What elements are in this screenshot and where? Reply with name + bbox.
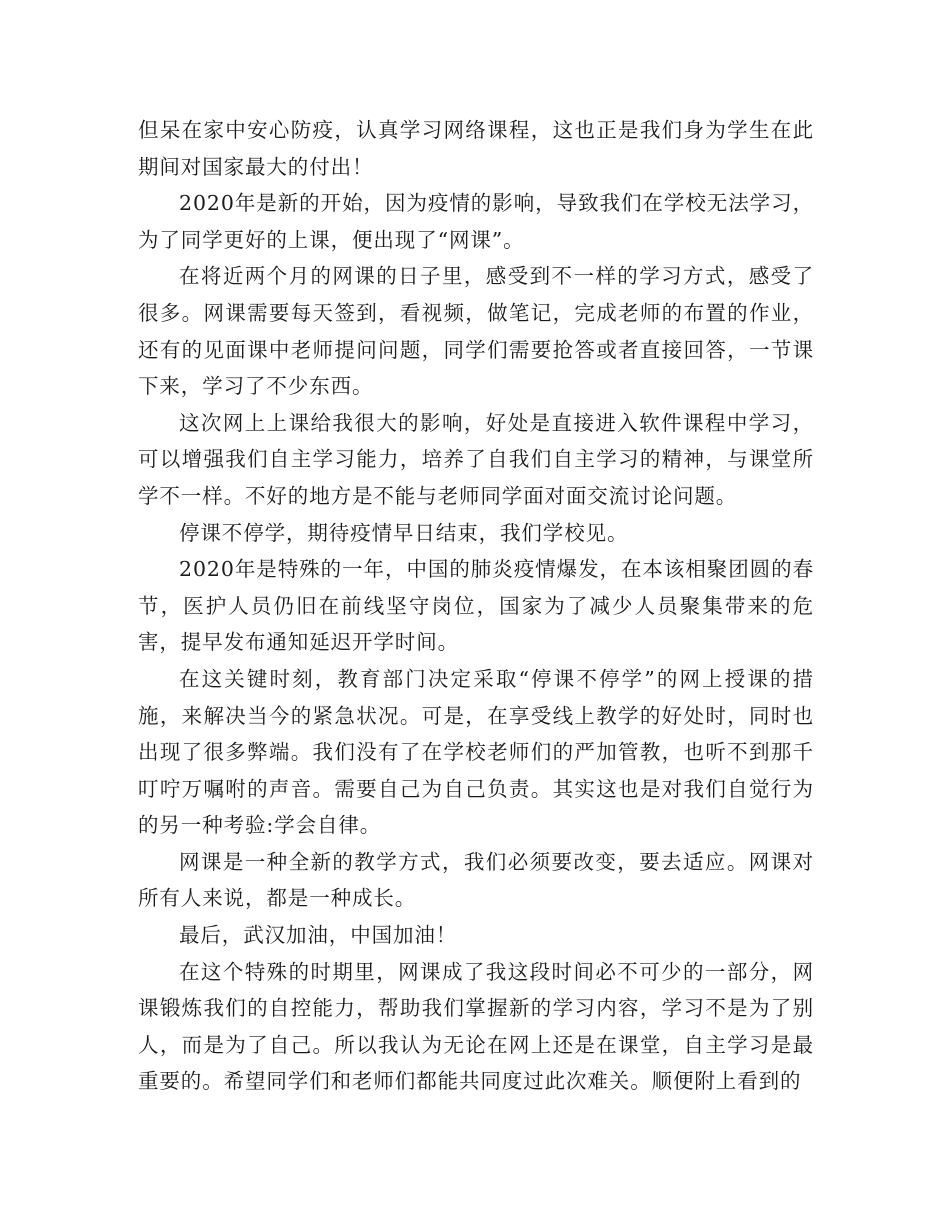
paragraph: 这次网上上课给我很大的影响，好处是直接进入软件课程中学习，可以增强我们自主学习能力，培养了自我们自主学习的精神，与课堂所学不一样。不好的地方是不能与老师同学面对面交流讨论问题。: [138, 410, 814, 508]
document-body: [138, 112, 814, 1100]
paragraph: 在将近两个月的网课的日子里，感受到不一样的学习方式，感受了很多。网课需要每天签到，看视频，做笔记，完成老师的布置的作业，还有的见面课中老师提问问题，同学们需要抢答或者直接回答，一节课下来，学习了不少东西。: [138, 264, 814, 399]
paragraph: 停课不停学，期待疫情早日结束，我们学校见。: [179, 520, 629, 545]
paragraph: 网课是一种全新的教学方式，我们必须要改变，要去适应。网课对所有人来说，都是一种成长。: [138, 849, 814, 911]
paragraph: 最后，武汉加油，中国加油！: [179, 923, 458, 948]
paragraph: 2020年是特殊的一年，中国的肺炎疫情爆发，在本该相聚团圆的春节，医护人员仍旧在前线坚守岗位，国家为了减少人员聚集带来的危害，提早发布通知延迟开学时间。: [138, 557, 814, 655]
paragraph: 在这个特殊的时期里，网课成了我这段时间必不可少的一部分，网课锻炼我们的自控能力，帮助我们掌握新的学习内容，学习不是为了别人，而是为了自己。所以我认为无论在网上还是在课堂，自主学习是最重要的。希望同学们和老师们都能共同度过此次难关。顺便附上看到的: [138, 959, 814, 1094]
paragraph: 但呆在家中安心防疫，认真学习网络课程，这也正是我们身为学生在此期间对国家最大的付出！: [138, 118, 814, 179]
paragraph: 2020年是新的开始，因为疫情的影响，导致我们在学校无法学习，为了同学更好的上课，便出现了“网课”。: [138, 191, 814, 252]
paragraph: 在这关键时刻，教育部门决定采取“停课不停学”的网上授课的措施，来解决当今的紧急状况。可是，在享受线上教学的好处时，同时也出现了很多弊端。我们没有了在学校老师们的严加管教，也听不到那千叮咛万嘱咐的声音。需要自己为自己负责。其实这也是对我们自觉行为的另一种考验:学会自律。: [138, 666, 814, 838]
